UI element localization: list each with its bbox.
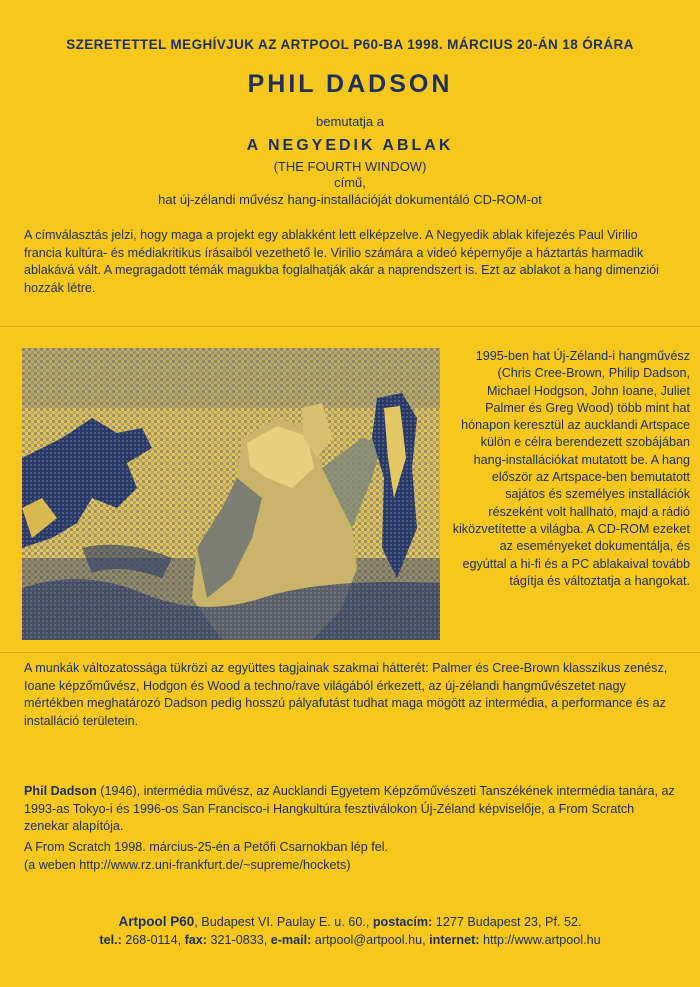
concert-line: A From Scratch 1998. március-25-én a Petőfi Csarnokban lép fel.: [24, 840, 388, 854]
works-paragraph: A munkák változatossága tükrözi az együttes tagjainak szakmai hátterét: Palmer és Cree-Brown klasszikus zenész, Ioane képzőművész, Hodgon és Wood a techno/rave világából érkezett, az új-zélandi hangművészetet nagy mértékben meghatározó Dadson pedig hosszú pályafutást tudhat maga mögött az intermédia, a performance és az installáció területein.: [24, 661, 668, 728]
pixelated-hand-image: [22, 348, 440, 640]
address-line: [0, 914, 700, 929]
email-link[interactable]: artpool@artpool.hu,: [311, 933, 430, 947]
postal-label: postacím:: [372, 915, 433, 929]
contact-line: [0, 933, 700, 947]
bio-paragraph: [24, 783, 676, 836]
postal-text: 1277 Budapest 23, Pf. 52.: [432, 915, 582, 929]
fax-text: 321-0833,: [206, 933, 271, 947]
bio-text: (1946), intermédia művész, az Aucklandi Egyetem Képzőművészeti Tanszékének intermédia tanára, az 1993-as Tokyo-i és 1996-os San Francisco-i Hangkultúra fesztiválokon Új-Zéland képviselője, a From Scratch zenekar alapítója.: [24, 784, 675, 833]
titled-text: című,: [334, 175, 366, 190]
hand-illustration: [22, 348, 440, 640]
artist-name: PHIL DADSON: [247, 70, 453, 98]
intro-paragraph: A címválasztás jelzi, hogy maga a projekt egy ablakként lett elképzelve. A Negyedik ablak kifejezés Paul Virilio francia kultúra- és médiakritikus írásaiból vezethető le. Virilio számára a videó képernyője a háztartás harmadik ablakává vált. A megragadott témák magukba foglalhatják akár a naprendszert is. Ezt az ablakot a hang dimenziói hozzák létre.: [24, 228, 659, 295]
bio-name: Phil Dadson: [24, 784, 97, 798]
tel-text: 268-0114,: [121, 933, 185, 947]
fold-line: [0, 652, 700, 653]
side-paragraph: 1995-ben hat Új-Zéland-i hangművész (Chris Cree-Brown, Philip Dadson, Michael Hodgson, John Ioane, Juliet Palmer és Greg Wood) több mint hat hónapon keresztül az aucklandi Artspace külön e célra berendezett szobájában hang-installációkat mutatott be. A hang először az Artspace-ben bemutatott sajátos és személyes installációk részeként volt hallható, majd a rádió kiközvetítette a világba. A CD-ROM ezeket az eseményeket dokumentálja, és egyúttal a hi-fi és a PC ablakaival tovább tágítja és változtatja a hangokat.: [452, 349, 690, 588]
internet-label: internet:: [429, 933, 480, 947]
description-text: hat új-zélandi művész hang-installációját dokumentáló CD-ROM-ot: [158, 192, 542, 207]
website-link[interactable]: http://www.artpool.hu: [479, 933, 601, 947]
org-name: Artpool P60: [118, 914, 195, 929]
address-text: , Budapest VI. Paulay E. u. 60.,: [194, 915, 373, 929]
tel-label: tel.:: [99, 933, 122, 947]
work-title: A NEGYEDIK ABLAK: [246, 137, 454, 154]
fax-label: fax:: [184, 933, 207, 947]
email-label: e-mail:: [270, 933, 312, 947]
fold-line: [0, 326, 700, 327]
web-line: (a weben http://www.rz.uni-frankfurt.de/~supreme/hockets): [24, 858, 351, 872]
work-title-english: (THE FOURTH WINDOW): [273, 159, 427, 174]
invitation-line: SZERETETTEL MEGHÍVJUK AZ ARTPOOL P60-BA 1998. MÁRCIUS 20-ÁN 18 ÓRÁRA: [66, 37, 634, 52]
presents-text: bemutatja a: [316, 114, 384, 129]
